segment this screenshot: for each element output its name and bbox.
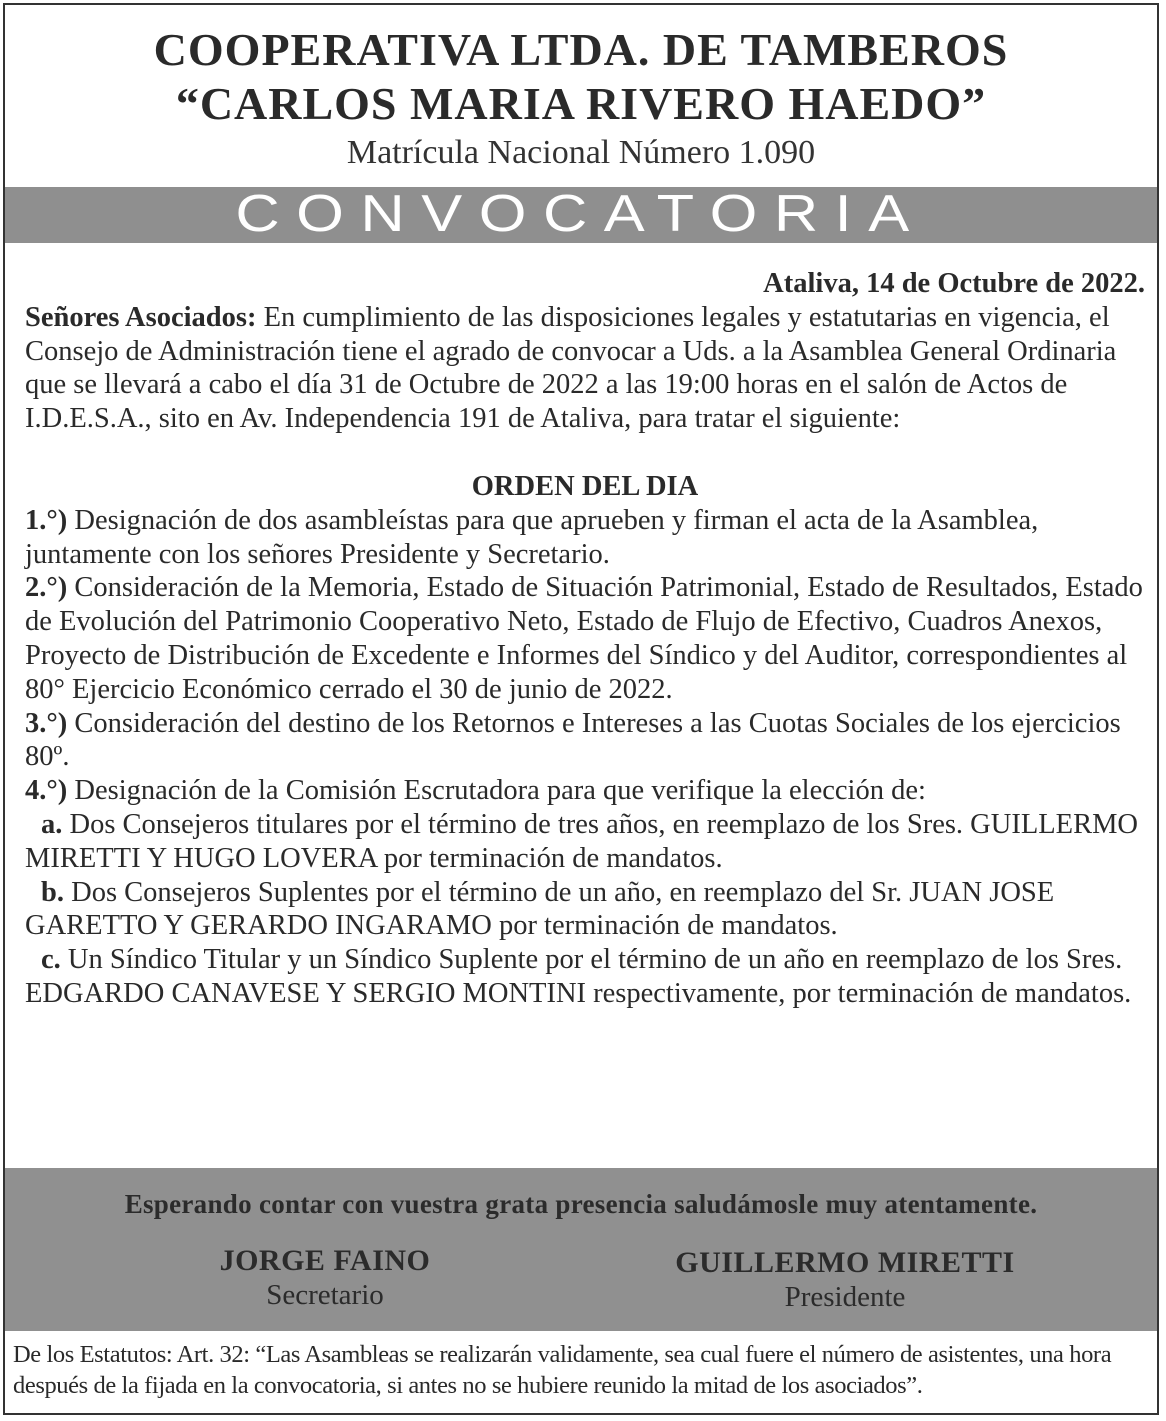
agenda-item-number: 3.°) <box>25 707 68 739</box>
agenda-item <box>25 707 1145 775</box>
notice-frame <box>3 3 1159 1415</box>
signatory-role: Presidente <box>784 1281 906 1313</box>
agenda-item-text: Designación de dos asambleístas para que aprueben y firman el acta de la Asamblea, juntamente con los señores Presidente y Secretario. <box>25 504 1039 570</box>
intro-paragraph <box>25 301 1145 436</box>
agenda-item <box>25 571 1145 706</box>
agenda-item-text: Consideración del destino de los Retornos e Intereses a las Cuotas Sociales de los ejercicios 80º. <box>25 707 1121 773</box>
header <box>5 23 1157 175</box>
agenda-subitem-text: Dos Consejeros Suplentes por el término de un año, en reemplazo del Sr. JUAN JOSE GARETTO Y GERARDO INGARAMO por terminación de mandatos. <box>25 876 1055 942</box>
signatory-name: GUILLERMO MIRETTI <box>675 1246 1015 1279</box>
organization-name: COOPERATIVA LTDA. DE TAMBEROS <box>153 24 1009 75</box>
convocatoria-banner <box>5 187 1157 243</box>
intro-lead: Señores Asociados: <box>25 301 257 333</box>
agenda-item <box>25 504 1145 572</box>
agenda-item-text: Designación de la Comisión Escrutadora para que verifique la elección de: <box>67 775 926 807</box>
registration-number: Matrícula Nacional Número 1.090 <box>346 134 816 171</box>
agenda-subitem-text: Dos Consejeros titulares por el término de tres años, en reemplazo de los Sres. GUILLERMO MIRETTI Y HUGO LOVERA por terminación de mandatos. <box>25 808 1138 874</box>
statute-footnote: De los Estatutos: Art. 32: “Las Asambleas se realizarán validamente, sea cual fuere el número de asistentes, una hora después de la fijada en la convocatoria, si antes no se hubiere reunido la mitad de los asociados”. <box>13 1341 1112 1399</box>
agenda-item-number: 4.°) <box>25 775 68 807</box>
agenda-subitem-text: Un Síndico Titular y un Síndico Suplente por el término de un año en reemplazo de los Sres. EDGARDO CANAVESE Y SERGIO MONTINI respectivamente, por terminación de mandatos. <box>25 944 1132 1009</box>
signatory-role: Secretario <box>266 1279 384 1311</box>
agenda-subitem-letter: c. <box>41 944 61 976</box>
agenda-subitem <box>25 943 1145 1011</box>
signatory-name: JORGE FAINO <box>219 1244 431 1277</box>
signature-president <box>645 1246 1045 1314</box>
notice-body <box>25 267 1145 1011</box>
agenda-item-text: Consideración de la Memoria, Estado de Situación Patrimonial, Estado de Resultados, Estado de Evolución del Patrimonio Cooperativo Neto, Estado de Flujo de Efectivo, Cuadros Anexos, Proyecto de Distribución de Excedente e Informes del Síndico y del Auditor, correspondientes al 80° Ejercicio Económico cerrado el 30 de junio de 2022. <box>25 572 1143 705</box>
agenda-subitem <box>25 876 1145 944</box>
organization-subtitle: “CARLOS MARIA RIVERO HAEDO” <box>175 78 987 129</box>
banner-title: CONVOCATORIA <box>235 185 927 243</box>
closing-band <box>5 1168 1157 1331</box>
agenda-item-number: 2.°) <box>25 572 68 604</box>
closing-greeting: Esperando contar con vuestra grata presencia saludámosle muy atentamente. <box>124 1189 1038 1219</box>
agenda-subitem-letter: a. <box>41 808 63 840</box>
intro-text: En cumplimiento de las disposiciones legales y estatutarias en vigencia, el Consejo de Administración tiene el agrado de convocar a Uds. a la Asamblea General Ordinaria que se llevará a cabo el día 31 de Octubre de 2022 a las 19:00 horas en el salón de Actos de I.D.E.S.A., sito en Av. Independencia 191 de Ataliva, para tratar el siguiente: <box>25 301 1117 435</box>
agenda-subitem-letter: b. <box>41 876 64 908</box>
agenda-subitem <box>25 808 1145 876</box>
agenda-item <box>25 774 1145 808</box>
date-line: Ataliva, 14 de Octubre de 2022. <box>763 268 1145 299</box>
signature-secretary <box>165 1244 485 1312</box>
agenda-item-number: 1.°) <box>25 504 68 536</box>
agenda-title: ORDEN DEL DIA <box>471 470 699 502</box>
